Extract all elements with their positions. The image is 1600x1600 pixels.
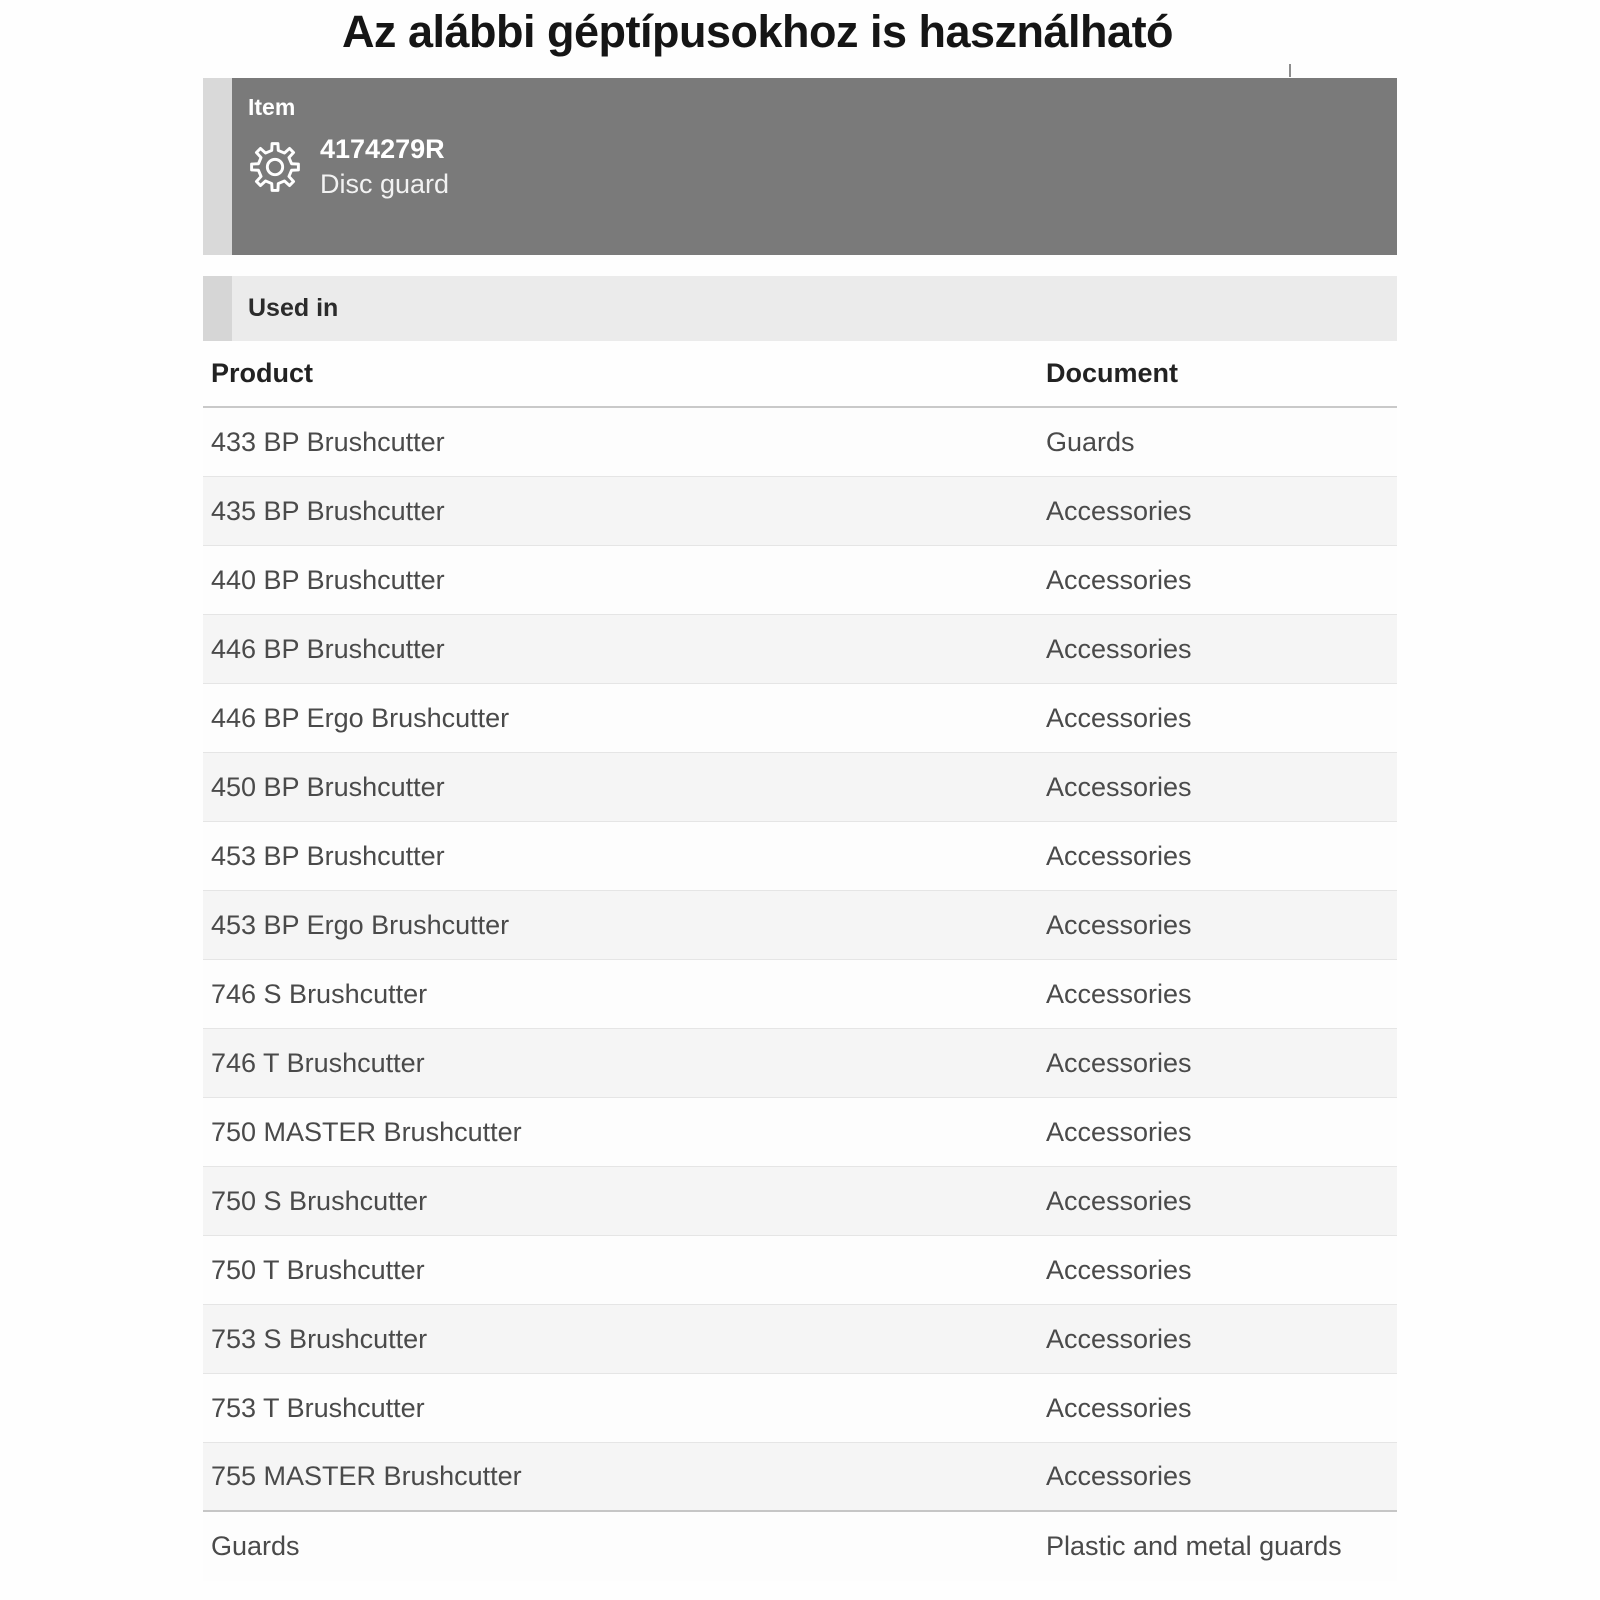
document-cell: Accessories bbox=[1046, 495, 1192, 526]
document-cell: Accessories bbox=[1046, 1323, 1192, 1354]
used-in-bar bbox=[232, 276, 1397, 341]
product-cell: 750 T Brushcutter bbox=[211, 1254, 425, 1285]
product-cell: 753 T Brushcutter bbox=[211, 1392, 425, 1423]
products-table bbox=[203, 341, 1397, 1581]
document-cell: Accessories bbox=[1046, 1047, 1192, 1078]
table-row[interactable] bbox=[203, 477, 1397, 546]
table-row[interactable] bbox=[203, 1167, 1397, 1236]
table-row[interactable] bbox=[203, 960, 1397, 1029]
product-cell: 750 MASTER Brushcutter bbox=[211, 1116, 522, 1147]
document-cell: Plastic and metal guards bbox=[1046, 1531, 1342, 1561]
used-in-label: Used in bbox=[248, 294, 339, 322]
item-name: Disc guard bbox=[320, 169, 450, 200]
document-cell: Accessories bbox=[1046, 771, 1192, 802]
product-cell: 440 BP Brushcutter bbox=[211, 564, 445, 595]
table-row[interactable] bbox=[203, 1236, 1397, 1305]
gear-icon bbox=[248, 140, 302, 194]
table-row[interactable] bbox=[203, 753, 1397, 822]
product-cell: 750 S Brushcutter bbox=[211, 1185, 428, 1216]
product-cell: 746 T Brushcutter bbox=[211, 1047, 425, 1078]
product-cell: 450 BP Brushcutter bbox=[211, 771, 445, 802]
used-in-accent-strip bbox=[203, 276, 232, 341]
document-cell: Accessories bbox=[1046, 1254, 1192, 1285]
table-row[interactable] bbox=[203, 546, 1397, 615]
table-row[interactable] bbox=[203, 1029, 1397, 1098]
item-label: Item bbox=[248, 94, 296, 120]
product-cell: 435 BP Brushcutter bbox=[211, 495, 445, 526]
product-cell: 453 BP Ergo Brushcutter bbox=[211, 909, 510, 940]
item-code: 4174279R bbox=[320, 134, 445, 164]
item-card bbox=[203, 78, 1397, 255]
document-cell: Accessories bbox=[1046, 1185, 1192, 1216]
table-row[interactable] bbox=[203, 1374, 1397, 1443]
document-cell: Accessories bbox=[1046, 1461, 1192, 1491]
table-row[interactable] bbox=[203, 1443, 1397, 1512]
table-row[interactable] bbox=[203, 1098, 1397, 1167]
product-cell: 755 MASTER Brushcutter bbox=[211, 1461, 522, 1491]
product-cell: 753 S Brushcutter bbox=[211, 1323, 428, 1354]
table-row[interactable] bbox=[203, 408, 1397, 477]
table-row[interactable] bbox=[203, 822, 1397, 891]
product-cell: 433 BP Brushcutter bbox=[211, 426, 445, 457]
page-title: Az alábbi géptípusokhoz is használható bbox=[341, 6, 1174, 57]
column-header-document: Document bbox=[1046, 358, 1179, 388]
product-cell: 446 BP Ergo Brushcutter bbox=[211, 702, 510, 733]
table-row[interactable] bbox=[203, 615, 1397, 684]
product-cell: 446 BP Brushcutter bbox=[211, 633, 445, 664]
document-cell: Accessories bbox=[1046, 564, 1192, 595]
table-row[interactable] bbox=[203, 891, 1397, 960]
product-cell: 453 BP Brushcutter bbox=[211, 840, 445, 871]
table-body bbox=[203, 408, 1397, 1581]
column-header-product: Product bbox=[211, 358, 314, 388]
document-cell: Accessories bbox=[1046, 840, 1192, 871]
table-row[interactable] bbox=[203, 684, 1397, 753]
product-cell: Guards bbox=[211, 1531, 300, 1561]
used-in-section-header bbox=[203, 276, 1397, 341]
table-header-row bbox=[203, 341, 1397, 408]
document-cell: Accessories bbox=[1046, 909, 1192, 940]
document-cell: Accessories bbox=[1046, 978, 1192, 1009]
card-accent-strip bbox=[203, 78, 232, 255]
document-cell: Accessories bbox=[1046, 633, 1192, 664]
document-cell: Accessories bbox=[1046, 702, 1192, 733]
document-cell: Accessories bbox=[1046, 1392, 1192, 1423]
document-cell: Accessories bbox=[1046, 1116, 1192, 1147]
item-card-body bbox=[232, 78, 1397, 255]
table-row[interactable] bbox=[203, 1305, 1397, 1374]
document-cell: Guards bbox=[1046, 426, 1135, 457]
table-row[interactable] bbox=[203, 1512, 1397, 1581]
cursor-artifact bbox=[1289, 64, 1291, 77]
product-cell: 746 S Brushcutter bbox=[211, 978, 428, 1009]
